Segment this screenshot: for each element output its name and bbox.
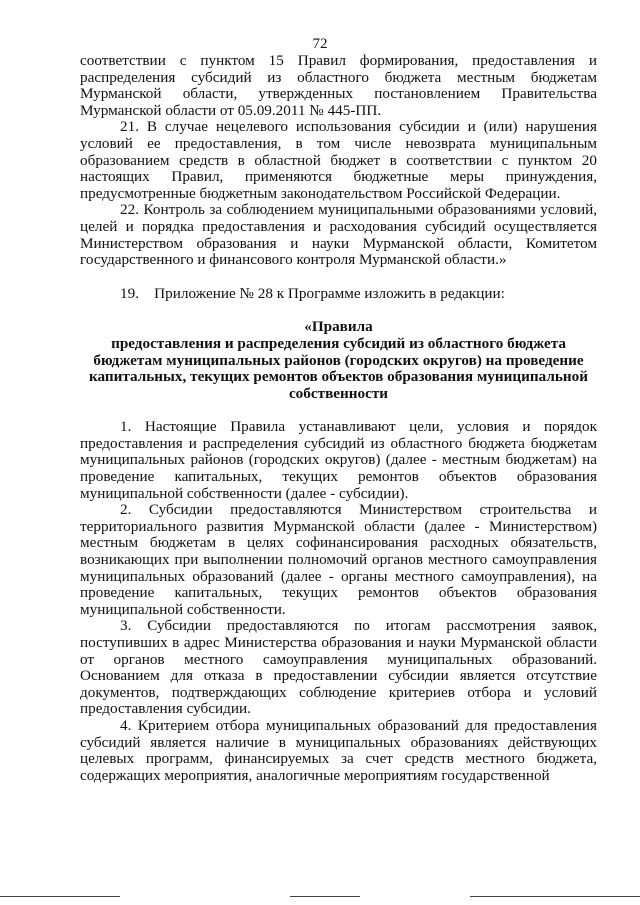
rules-title-line2: предоставления и распределения субсидий из областного бюджета бюджетам муниципальных районов (городских округов) на проведение капитальных, текущих ремонтов объектов образования муниципальной собственности [88, 334, 589, 402]
paragraph-22: 22. Контроль за соблюдением муниципальными образованиями условий, целей и порядка предоставления и расходования субсидий осуществляется Министерством образования и науки Мурманской области, Комитетом государственного и финансового контроля Мурманской области.» [80, 201, 597, 269]
paragraph-continuation: соответствии с пунктом 15 Правил формирования, предоставления и распределения субсидий из областного бюджета местным бюджетам Мурманской области, утвержденных постановлением Правительства Мурманской области от 05.09.2011 № 445-ПП. [80, 52, 597, 119]
rules-title-line1: «Правила [304, 318, 373, 336]
rules-paragraph-1: 1. Настоящие Правила устанавливают цели, условия и порядок предоставления и распределения субсидий из областного бюджета бюджетам муниципальных районов (городских округов) (далее - местным бюджетам) на проведение капитальных, текущих ремонтов объектов образования муниципальной собственности (далее - субсидии). [80, 418, 597, 502]
page-number: 72 [312, 36, 328, 52]
rules-title [80, 319, 597, 402]
section-19-heading: 19. Приложение № 28 к Программе изложить в редакции: [120, 284, 505, 302]
page-bottom-divider [0, 896, 640, 897]
paragraph-21: 21. В случае нецелевого использования субсидии и (или) нарушения условий ее предоставления, в том числе невозврата муниципальным образованием средств в областной бюджет в соответствии с пунктом 20 настоящих Правил, применяются бюджетные меры принуждения, предусмотренные бюджетным законодательством Российской Федерации. [80, 118, 597, 202]
rules-paragraph-3: 3. Субсидии предоставляются по итогам рассмотрения заявок, поступивших в адрес Министерства образования и науки Мурманской области от органов местного самоуправления муниципальных образований. Основанием для отказа в предоставлении субсидии является отсутствие документов, подтверждающих соблюдение критериев отбора и условий предоставления субсидии. [80, 617, 597, 718]
rules-paragraph-4: 4. Критерием отбора муниципальных образований для предоставления субсидий является наличие в муниципальных образованиях действующих целевых программ, финансируемых за счет средств местного бюджета, содержащих мероприятия, аналогичные мероприятиям государственной [80, 716, 597, 784]
rules-paragraph-2: 2. Субсидии предоставляются Министерством строительства и территориального развития Мурманской области (далее - Министерством) местным бюджетам в целях софинансирования расходных обязательств, возникающих при выполнении полномочий органов местного самоуправления муниципальных образований (далее - органы местного самоуправления), на проведение капитальных, текущих ремонтов объектов образования муниципальной собственности. [80, 501, 597, 618]
document-body [80, 53, 597, 784]
